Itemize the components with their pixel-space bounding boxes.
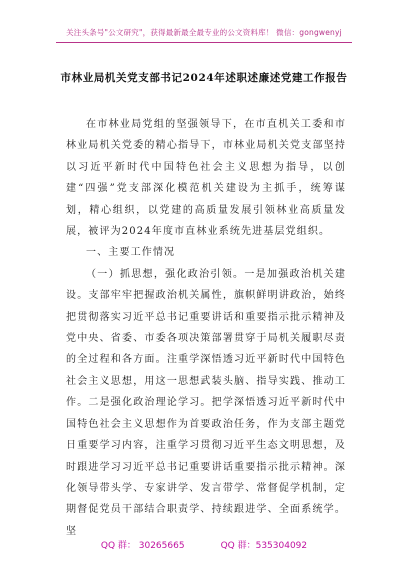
footer-qq-group-2: QQ 群：535304092: [220, 541, 308, 551]
header-banner: 关注头条号"公文研究"，获得最新最全最专业的公文资料库！ 微信：gongwenyj: [66, 28, 342, 37]
document-title: 市林业局机关党支部书记2024年述职述廉述党建工作报告: [60, 72, 348, 84]
footer-qq-group-1: QQ 群： 30265665: [100, 541, 185, 551]
section-paragraph: （一）抓思想，强化政治引领。一是加强政治机关建设。支部牢牢把握政治机关属性，旗帜鲜明讲政治，始终把贯彻落实习近平总书记重要讲话和重要指示批示精神及党中央、省委、市委各项决策部署贯穿于局机关履职尽责的全过程和各方面。注重学深悟透习近平新时代中国特色社会主义思想，用这一思想武装头脑、指导实践、推动工作。二是强化政治理论学习。把学深悟透习近平新时代中国特色社会主义思想作为首要政治任务，作为支部主题党日重要学习内容，注重学习贯彻习近平生态文明思想，及时跟进学习习近平总书记重要讲话重要指示批示精神。深化领导带头学、专家讲学、发言带学、常督促学机制，定期督促党员干部结合职责学、持续跟进学、全面系统学。坚: [66, 268, 346, 537]
intro-paragraph: 在市林业局党组的坚强领导下，在市直机关工委和市林业局机关党委的精心指导下，市林业局机关党支部坚持以习近平新时代中国特色社会主义思想为指导，以创建“四强”党支部深化模范机关建设为主抓手，统筹谋划，精心组织，以党建的高质量发展引领林业高质量发展，被评为2024年度市直林业系统先进基层党组织。: [66, 119, 346, 238]
document-body: [66, 114, 346, 542]
section-heading: 一、主要工作情况: [86, 247, 176, 259]
header-divider: [56, 42, 352, 43]
footer: [0, 538, 408, 551]
